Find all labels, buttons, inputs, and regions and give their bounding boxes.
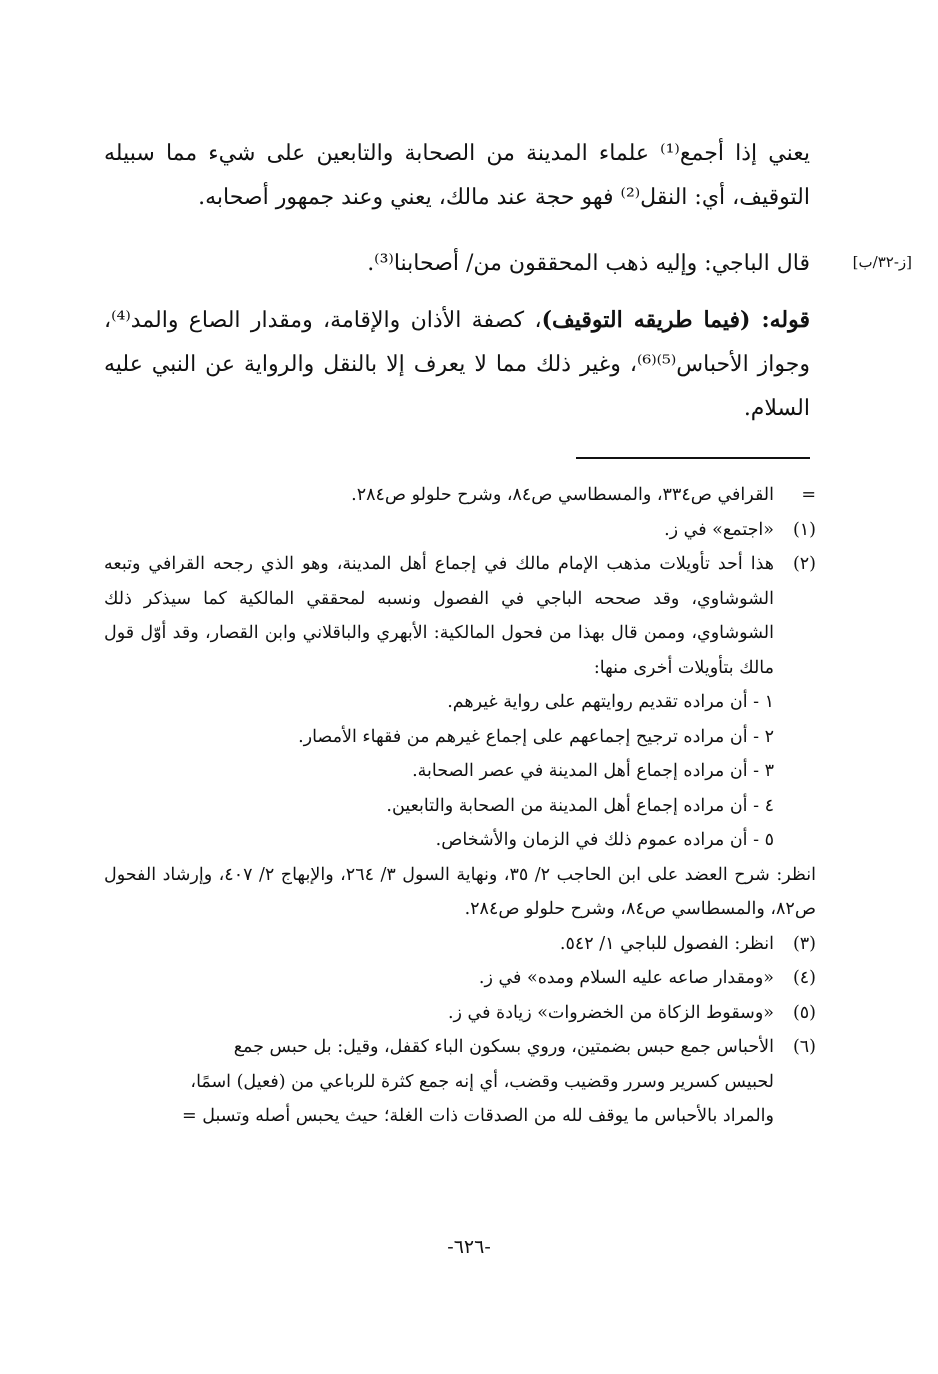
footnote-6-line: الأحباس جمع حبس بضمتين، وروي بسكون الباء كقفل، وقيل: بل حبس جمع — [233, 1037, 774, 1057]
footnote-4 — [104, 961, 816, 996]
footnote-1 — [104, 513, 816, 548]
footnote-4-text: «ومقدار صاعه عليه السلام ومده» في ز. — [478, 968, 774, 988]
footnote-2-list-item: ٢ - أن مراده ترجيح إجماعهم على إجماع غيرهم من فقهاء الأمصار. — [298, 726, 774, 747]
footnote-2-list-item: ١ - أن مراده تقديم روايتهم على رواية غيرهم. — [447, 692, 774, 712]
footnote-5 — [104, 996, 816, 1031]
manuscript-margin-reference: [ز-٣٢/ب] — [852, 253, 912, 271]
footnote-6-body — [104, 1030, 774, 1134]
footnote-2 — [104, 547, 816, 858]
footnote-2-list-item: ٤ - أن مراده إجماع أهل المدينة من الصحابة والتابعين. — [386, 795, 774, 816]
footnote-6 — [104, 1030, 816, 1134]
footnote-continuation — [104, 478, 816, 513]
footnote-6-mark: (٦) — [792, 1037, 816, 1057]
footnote-3-mark: (٣) — [792, 933, 816, 954]
footnote-continuation-text: القرافي ص٣٣٤، والمسطاسي ص٨٤، وشرح حلولو ص٢٨٤. — [351, 485, 774, 505]
footnote-3-text: انظر: الفصول للباجي ١/ ٥٤٢. — [559, 933, 774, 954]
footnote-1-mark: (١) — [792, 519, 816, 540]
footnote-2-list-item: ٥ - أن مراده عموم ذلك في الزمان والأشخاص. — [435, 830, 774, 850]
footnote-separator — [576, 457, 810, 459]
footnotes — [104, 478, 816, 1134]
footnote-2-text: هذا أحد تأويلات مذهب الإمام مالك في إجماع أهل المدينة، وهو الذي رجحه القرافي وتبعه الشوشاوي، وقد صححه الباجي في الفصول ونسبه لمحققي المالكية كما سيذكر ذلك الشوشاوي، وممن قال بهذا من فحول المالكية: الأبهري والباقلاني وابن القصار، وقد أوّل قول مالك بتأويلات أخرى منها: — [104, 554, 774, 678]
main-paragraph-3-text: ، كصفة الأذان والإقامة، ومقدار الصاع والمد⁽⁴⁾، وجواز الأحباس⁽⁵⁾⁽⁶⁾، وغير ذلك مما لا يعرف إلا بالنقل والرواية عن النبي عليه السلام. — [104, 308, 810, 421]
quoted-heading: قوله: (فيما طريقه التوقيف) — [541, 307, 810, 333]
footnote-5-mark: (٥) — [792, 1002, 816, 1023]
footnote-2-list-item: ٣ - أن مراده إجماع أهل المدينة في عصر الصحابة. — [412, 761, 774, 781]
footnote-2-reference-text: انظر: شرح العضد على ابن الحاجب ٢/ ٣٥، ونهاية السول ٣/ ٢٦٤، والإبهاج ٢/ ٤٠٧، وإرشاد الفحول ص٨٢، والمسطاسي ص٨٤، وشرح حلولو ص٢٨٤. — [104, 864, 816, 919]
footnote-2-mark: (٢) — [792, 554, 816, 574]
footnote-2-references — [104, 858, 816, 927]
footnote-3 — [104, 927, 816, 962]
footnote-2-body — [104, 547, 774, 858]
page-number: -٦٢٦- — [447, 1236, 491, 1258]
main-paragraph-3 — [104, 298, 810, 431]
footnote-4-mark: (٤) — [792, 968, 816, 988]
footnote-5-text: «وسقوط الزكاة من الخضروات» زيادة في ز. — [447, 1002, 774, 1023]
main-paragraph-2: قال الباجي: وإليه ذهب المحققون من/ أصحابنا⁽³⁾. — [367, 251, 810, 276]
footnote-6-line: لحبيس كسرير وسرر وقضيب وقضب، أي إنه جمع كثرة للرباعي من (فعيل) اسمًا، — [190, 1071, 774, 1092]
footnote-6-line: والمراد بالأحباس ما يوقف لله من الصدقات ذات الغلة؛ حيث يحبس أصله وتسبل = — [182, 1106, 774, 1126]
footnote-1-text: «اجتمع» في ز. — [664, 519, 774, 540]
footnote-continuation-mark: = — [801, 485, 816, 505]
main-paragraph-1: يعني إذا أجمع⁽¹⁾ علماء المدينة من الصحابة والتابعين على شيء مما سبيله التوقيف، أي: النقل⁽²⁾ فهو حجة عند مالك، يعني وعند جمهور أصحابه. — [104, 141, 810, 210]
